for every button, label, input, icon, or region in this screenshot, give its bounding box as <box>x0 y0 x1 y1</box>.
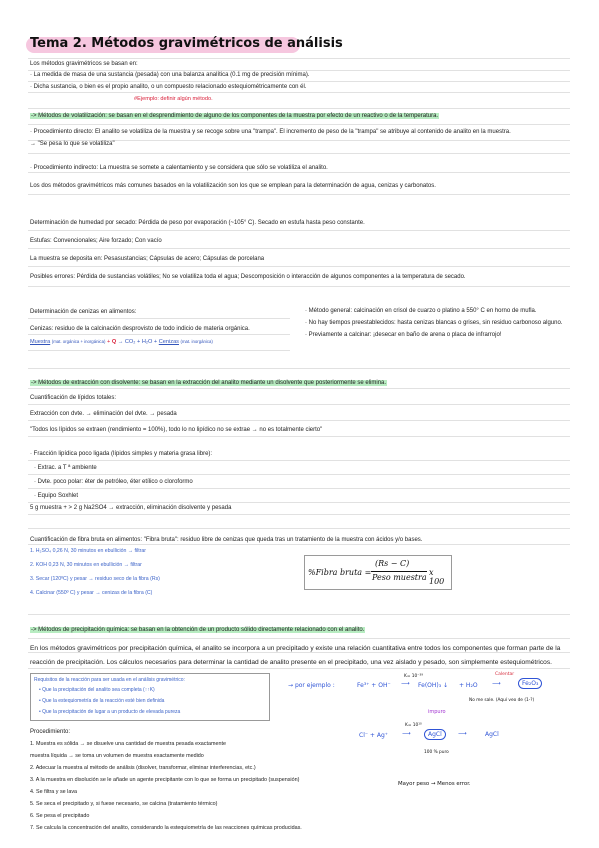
procedimiento-step: 5. Se seca el precipitado y, si fuese necesario, se calcina (tratamiento térmico) <box>30 801 218 807</box>
cenizas-line-1: Cenizas: residuo de la calcinación desprovisto de todo indicio de materia orgánica. <box>30 326 250 332</box>
cenizas-right-2: · No hay tiempos preestablecidos: hasta cenizas blancas o grises, sin residuo carbonoso alguno. <box>305 320 563 326</box>
procedimiento-step: 7. Se calcula la concentración del analito, considerando la estequiometría de las reacciones químicas producidas. <box>30 825 302 831</box>
hw-agcl: AgCl <box>485 731 499 738</box>
hw-cl-ag: Cl⁻ + Ag⁺ <box>359 732 388 739</box>
section-heading-text: -> Métodos de precipitación química: se basan en la obtención de un producto sólido directamente relacionado con el analito. <box>31 627 365 633</box>
divider <box>28 614 570 615</box>
procedimiento-step: 1. Muestra es sólida → se disuelve una cantidad de muestra pesada exactamente <box>30 741 226 747</box>
procedimiento-step: 6. Se pesa el precipitado <box>30 813 90 819</box>
procedimiento-directo: · Procedimiento directo: El analito se volatiliza de la muestra y se recoge sobre una "trampa". El incremento de peso de la "trampa" se atribuye al contenido de analito en la muestra. <box>30 129 511 135</box>
eq-q: Q <box>111 339 117 345</box>
volatilizacion-heading <box>30 112 439 120</box>
requisitos-box <box>30 673 270 721</box>
hw-water: + H₂O <box>459 682 478 689</box>
divider <box>28 460 570 461</box>
divider <box>28 286 570 287</box>
section-heading-text: -> Métodos de extracción con disolvente: se basan en la extracción del analito mediante un disolvente que posteriormente se elimina. <box>31 380 387 386</box>
procedimiento-step: muestra líquida → se toma un volumen de muestra exactamente medido <box>30 753 204 759</box>
red-note: #Ejemplo: definir algún método. <box>134 96 213 102</box>
eq-cenizas-sub: (mat. inorgánica) <box>180 339 213 344</box>
requisito-1: • Que la precipitación del analito sea completa (↑↑K) <box>39 687 155 693</box>
divider <box>28 488 570 489</box>
divider <box>28 474 570 475</box>
divider <box>28 514 570 515</box>
formula-denominator: Peso muestra <box>372 573 427 582</box>
procedimiento-title: Procedimiento: <box>30 729 71 735</box>
divider <box>28 92 570 93</box>
hw-k2: K= 10¹⁰ <box>405 723 422 728</box>
formula-fraction-bar <box>371 571 427 572</box>
divider <box>28 266 570 267</box>
divider <box>28 124 570 125</box>
volatilizacion-comunes: Los dos métodos gravimétricos más comunes basados en la volatilización son los que se emplean para la determinación de agua, cenizas y carbonatos. <box>30 183 436 189</box>
divider <box>28 528 570 529</box>
precipitacion-paragraph: En los métodos gravimétricos por precipitación química, el analito se incorpora a un precipitado y existe una relación cuantitativa entre todos los componentes que forman parte de la reacción de precipitación. Los cálculos necesarios para determinar la cantidad de analito presente en el precipitado, una vez aislado y pesado, son simplemente estequiométricos. <box>30 645 561 666</box>
extraccion-line-1: Extracción con dvte. → eliminación del dvte. → pesada <box>30 411 177 417</box>
procedimiento-step: 2. Adecuar la muestra al método de análisis (disolver, transformar, eliminar interferencias, etc.) <box>30 765 256 771</box>
eq-cenizas: Cenizas <box>158 339 179 345</box>
page-title: Tema 2. Métodos gravimétricos de análisis <box>30 36 343 51</box>
hw-agcl-box: AgCl <box>424 729 446 740</box>
divider <box>28 350 290 351</box>
divider <box>28 153 570 154</box>
divider <box>28 420 570 421</box>
divider <box>28 248 570 249</box>
hw-puro: 100 % puro <box>424 750 449 755</box>
eq-plus: + <box>106 339 111 345</box>
cenizas-equation <box>30 338 213 346</box>
extraccion-line-6: · Equipo Soxhlet <box>34 493 79 499</box>
fibra-step: 1. H₂SO₄ 0,26 N, 30 minutos en ebullición → filtrar <box>30 548 147 554</box>
hw-ejemplo: → por ejemplo : <box>288 682 335 689</box>
divider <box>28 194 570 195</box>
fibra-line-1: Cuantificación de fibra bruta en alimentos: "Fibra bruta": residuo libre de cenizas que queda tras un tratamiento de la muestra con ácidos y/o bases. <box>30 537 423 543</box>
hw-fe-ion: Fe³⁺ + OH⁻ <box>357 682 391 689</box>
procedimiento-step: 3. A la muestra en disolución se le añade un agente precipitante con lo que se forma un precipitado (suspensión) <box>30 777 300 783</box>
divider <box>28 436 570 437</box>
hw-mayor-peso: Mayor peso → Menos error. <box>398 781 471 787</box>
divider <box>28 230 570 231</box>
extraccion-line-2: "Todos los lípidos se extraen (rendimiento = 100%), todo lo no lipídico no se extrae → no es totalmente cierto" <box>30 427 323 433</box>
fibra-steps <box>30 544 160 600</box>
extraccion-heading <box>30 379 387 387</box>
extraccion-line-5: · Dvte. poco polar: éter de petróleo, éter etílico o cloroformo <box>34 479 193 485</box>
cenizas-right-1: · Método general: calcinación en crisol de cuarzo o platino a 550° C en horno de mufla. <box>305 308 537 314</box>
eq-products: → CO₂ + H₂O + <box>117 339 158 345</box>
hw-calentar: Calentar <box>495 672 515 677</box>
humedad-line-1: Determinación de humedad por secado: Pérdida de peso por evaporación (~105° C). Secado en estufa hasta peso constante. <box>30 220 365 226</box>
extraccion-sub: Cuantificación de lípidos totales: <box>30 395 117 401</box>
humedad-line-2: Estufas: Convencionales; Aire forzado; Con vacío <box>30 238 162 244</box>
divider <box>28 404 570 405</box>
divider <box>28 108 570 109</box>
section-heading-text: -> Métodos de volatilización: se basan en el desprendimiento de alguno de los componentes de la muestra por efecto de un reactivo o de la temperatura. <box>31 113 439 119</box>
procedimiento-indirecto: · Procedimiento indirecto: La muestra se somete a calentamiento y se considera que sólo se volatiliza el analito. <box>30 165 328 171</box>
fibra-formula-box <box>304 555 452 590</box>
extraccion-line-3: · Fracción lipídica poco ligada (lípidos simples y materia grasa libre): <box>30 451 213 457</box>
divider <box>28 334 290 335</box>
requisitos-title: Requisitos de la reacción para ser usada en el análisis gravimétrico: <box>34 677 185 683</box>
intro-line-2: · La medida de masa de una sustancia (pesada) con una balanza analítica (0.1 mg de precisión mínima). <box>30 72 310 78</box>
hw-k1: K= 10⁻³⁹ <box>404 674 423 679</box>
divider <box>28 502 570 503</box>
hw-arrow-1: ⟶ <box>401 680 410 687</box>
hw-impuro: impuro <box>428 709 446 715</box>
divider <box>28 172 570 173</box>
hw-no-se-sabe: No me sale. (Aquí veo de (1-?) <box>469 698 535 703</box>
procedimiento-directo-note: → "Se pesa lo que se volatiliza" <box>30 141 115 147</box>
humedad-line-3: La muestra se deposita en: Pesasustancias; Cápsulas de acero; Cápsulas de porcelana <box>30 256 265 262</box>
divider <box>28 368 570 369</box>
procedimiento-step: 4. Se filtra y se lava <box>30 789 78 795</box>
intro-line-1: Los métodos gravimétricos se basan en: <box>30 61 138 67</box>
eq-muestra: Muestra <box>30 339 51 345</box>
hw-arrow-4: ⟶ <box>458 730 467 737</box>
cenizas-title: Determinación de cenizas en alimentos: <box>30 309 137 315</box>
hw-fe2o3: Fe₂O₃ <box>518 678 542 689</box>
eq-muestra-sub: (mat. orgánica + inorgánica) <box>51 339 106 344</box>
divider <box>28 318 290 319</box>
hw-ejemplo-text: por ejemplo : <box>294 682 335 689</box>
divider <box>28 638 570 639</box>
requisito-2: • Que la estequiometría de la reacción esté bien definida <box>39 698 165 704</box>
extraccion-line-7: 5 g muestra + > 2 g Na2SO4 → extracción, eliminación disolvente y pesada <box>30 505 232 511</box>
fibra-step: 2. KOH 0,23 N, 30 minutos en ebullición → filtrar <box>30 562 142 568</box>
fibra-step: 4. Calcinar (550º C) y pesar → cenizas de la fibra (C) <box>30 590 153 596</box>
cenizas-right-3: · Previamente a calcinar: ¡desecar en baño de arena o placa de infrarrojo! <box>305 332 502 338</box>
formula-multiplier: x 100 <box>429 568 445 586</box>
divider <box>28 388 570 389</box>
hw-arrow-2: ⟶ <box>492 680 501 687</box>
precipitacion-heading <box>30 626 365 634</box>
formula-lhs: %Fibra bruta = <box>308 568 372 577</box>
fibra-step: 3. Secar (120ºC) y pesar → residuo seco de la fibra (Rs) <box>30 576 160 582</box>
divider <box>28 81 570 82</box>
extraccion-line-4: · Extrac. a T ª ambiente <box>34 465 97 471</box>
hw-arrow-3: ⟶ <box>402 730 411 737</box>
humedad-line-4: Posibles errores: Pérdida de sustancias volátiles; No se volatiliza toda el agua; Descomposición o interacción de algunos componentes a la temperatura de secado. <box>30 274 466 280</box>
divider <box>28 58 570 59</box>
requisito-3: • Que la precipitación de lugar a un producto de elevada pureza <box>39 709 181 715</box>
formula-numerator: (Rs − C) <box>375 559 410 568</box>
hw-feoh: Fe(OH)₃ ↓ <box>418 682 449 689</box>
intro-line-3: · Dicha sustancia, o bien es el propio analito, o un compuesto relacionado estequiométricamente con él. <box>30 84 307 90</box>
